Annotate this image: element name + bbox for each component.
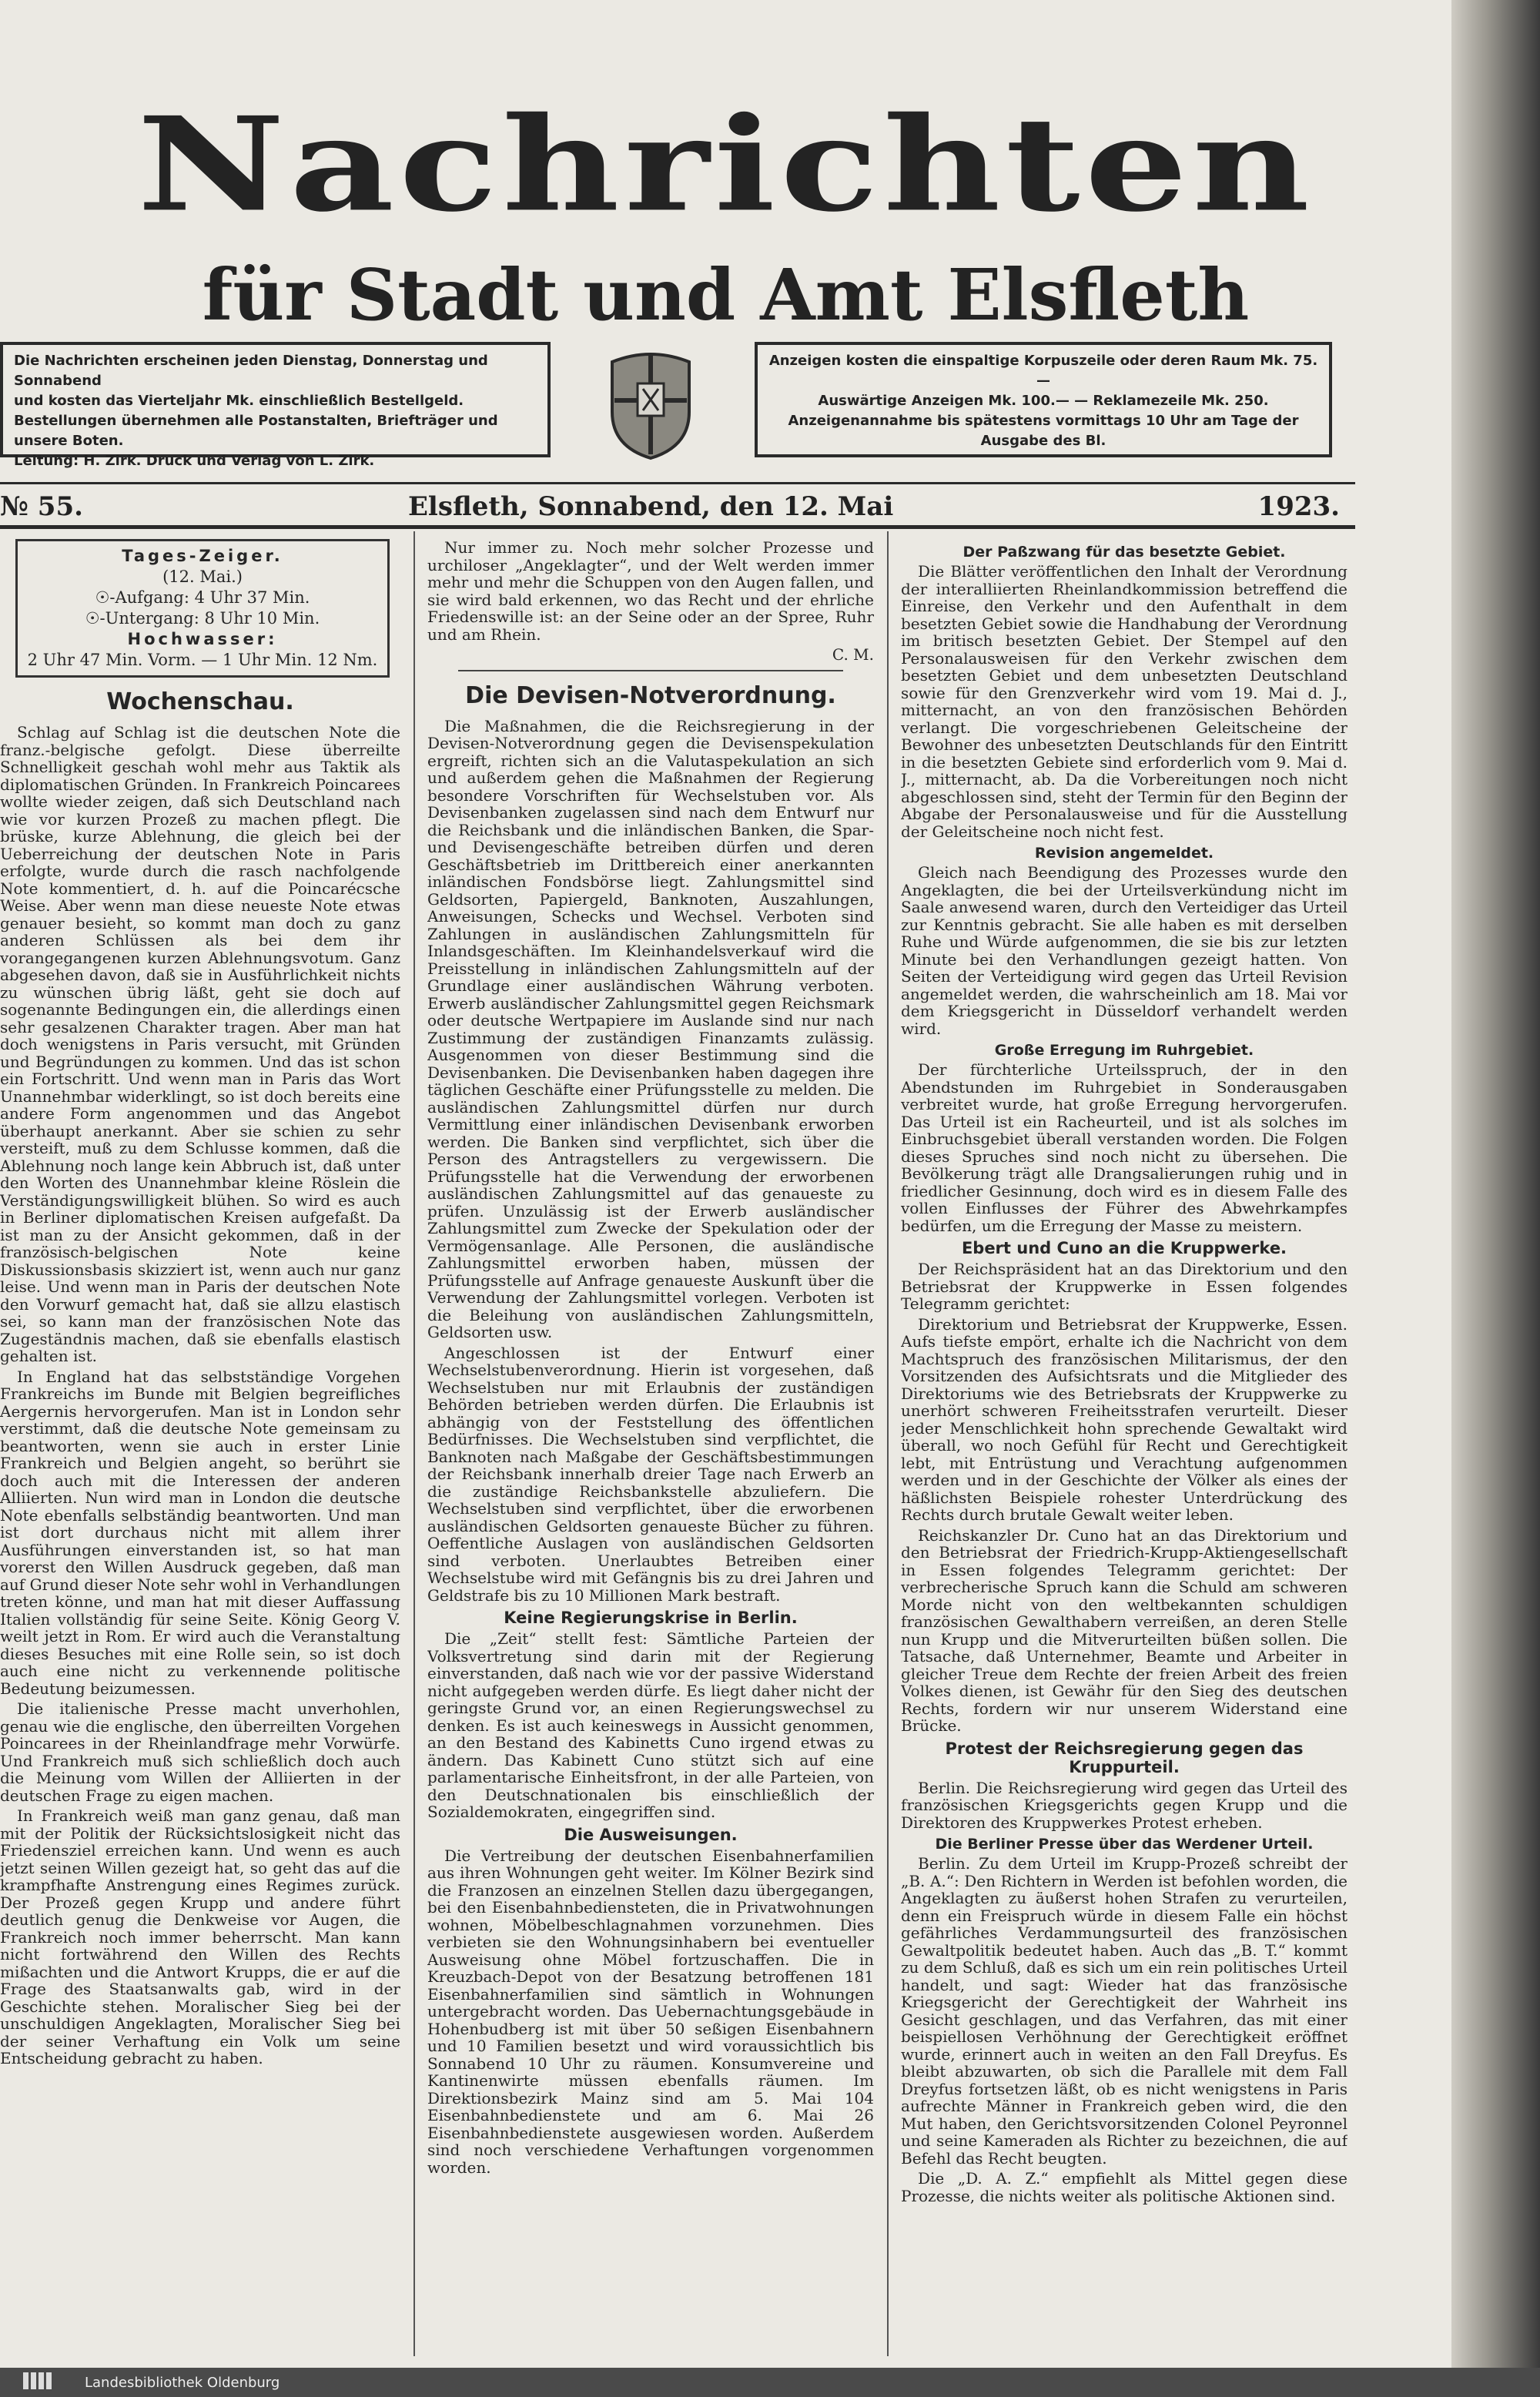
article-heading-regierungskrise: Keine Regierungskrise in Berlin. xyxy=(504,1609,798,1627)
column-divider xyxy=(413,531,415,2356)
article-heading-wochenschau: Wochenschau. xyxy=(106,688,294,715)
article-paragraph: Die Blätter veröffentlichen den Inhalt der Verordnung der interalliierten Rheinlandkommission betreffend die Einreise, den Verkehr und den Aufenthalt in dem besetzten Gebiet sowie die Handhabung der Verordnung im britisch besetzten Gebiet. Der Stempel auf den Personalausweisen für den Verkehr zwischen dem besetzten Gebiet und dem unbesetzten Deutschland sowie für den Grenzverkehr wird vom 19. Mai d. J., mitternacht, an von den französischen Behörden verlangt. Die vorgeschriebenen Geleitscheine der Bewohner des unbesetzten Deutschlands für den Eintritt in die besetzten Gebiete sind erforderlich vom 9. Mai d. J., mitternacht, ab. Da die Vorbereitungen noch nicht abgeschlossen sind, steht der Termin für den Beginn der Abgabe der Personalausweise und für die Ausstellung der Geleitscheine noch nicht fest. xyxy=(901,562,1348,841)
article-paragraph: In Frankreich weiß man ganz genau, daß man mit der Politik der Rücksichtslosigkeit nicht das Friedensziel erreichen kann. Und wenn es auch jetzt seinen Willen gezeigt hat, so geht das auf die krampfhafte Anstrengung eines Regimes zurück. Der Prozeß gegen Krupp und andere führt deutlich genug die Denkweise vor Augen, die Frankreich noch immer beherrscht. Man kann nicht fortwährend den Willen des Rechts mißachten und die Antwort Krupps, die er auf die Frage des Staatsanwalts gab, wird in der Geschichte stehen. Moralischer Sieg bei der unschuldigen Angeklagten, Moralischer Sieg bei der seiner Verhaftung ein Volk um seine Entscheidung gebracht zu haben. xyxy=(0,1806,400,2067)
issue-number: № 55. xyxy=(0,491,83,522)
column-2 xyxy=(427,539,874,2356)
coat-of-arms-icon xyxy=(601,339,701,462)
advertising-line-2: Auswärtige Anzeigen Mk. 100.— — Reklamezeile Mk. 250. xyxy=(818,393,1269,409)
article-paragraph: Schlag auf Schlag ist die deutschen Note die franz.-belgische gefolgt. Diese überreilte Schnelligkeit geschah wohl mehr aus Taktik als diplomatischen Gründen. In Frankreich Poincarees wollte wieder zeigen, daß sich Deutschland nach wie vor kurzen Prozeß zu machen pflegt. Die brüske, kurze Ablehnung, die gleich bei der Ueberreichung der deutschen Note in Paris erfolgte, wurde durch die rasch nachfolgende Note kommentiert, d. h. auf die Poincarécsche Weise. Aber wenn man diese neueste Note etwas genauer besieht, so kommt man doch zu ganz anderen Schlüssen als bei dem ihr vorangegangenen kurzen Ablehnungsvotum. Ganz abgesehen davon, daß sie in Ausführlichkeit nichts zu wünschen übrig läßt, geht sie doch auf sogenannte Bedingungen ein, die allerdings einen sehr gesalzenen Charakter tragen. Aber man hat doch wenigstens in Paris versucht, mit Gründen und Begründungen zu kommen. Und das ist schon ein Fortschritt. Und wenn man in Paris das Wort Unannehmbar widerklingt, so ist doch bereits eine andere Form angenommen und das Angebot überhaupt anerkannt. Aber sie schien zu sehr versteift, muß zu dem Schlusse kommen, daß die Ablehnung noch lange kein Abbruch ist, daß unter den Worten des Unannehmbar kleine Röslein die Verständigungswilligkeit blühen. So wird es auch in Berliner diplomatischen Kreisen aufgefaßt. Da ist man zu der Ansicht gekommen, daß in der französisch-belgischen Note keine Diskussionsbasis skizziert ist, wenn auch nur ganz leise. Und wenn man in Paris der deutschen Note den Vorwurf gemacht hat, daß sie allzu elastisch sei, so kann man der französischen Note das Zugeständnis machen, daß sie ebenfalls elastisch gehalten ist. xyxy=(0,723,400,1365)
tages-zeiger-title: Tages-Zeiger. xyxy=(122,547,283,565)
tages-zeiger-box xyxy=(15,539,390,678)
library-name: Landesbibliothek Oldenburg xyxy=(85,2375,280,2391)
masthead-title: Nachrichten xyxy=(137,88,1314,241)
subscription-line-3: Bestellungen übernehmen alle Postanstalten, Briefträger und unsere Boten. xyxy=(14,413,498,449)
column-1 xyxy=(0,539,400,2356)
masthead-subtitle: für Stadt und Amt Elsfleth xyxy=(202,253,1250,336)
high-water-times: 2 Uhr 47 Min. Vorm. — 1 Uhr Min. 12 Nm. xyxy=(27,651,378,669)
issue-place-date: Elsfleth, Sonnabend, den 12. Mai xyxy=(408,491,894,522)
sunset-time: ☉-Untergang: 8 Uhr 10 Min. xyxy=(85,609,320,628)
subscription-line-2: und kosten das Vierteljahr Mk. einschließlich Bestellgeld. xyxy=(14,393,464,409)
article-heading-devisen: Die Devisen-Notverordnung. xyxy=(465,681,836,709)
article-heading-revision: Revision angemeldet. xyxy=(1034,845,1214,862)
library-footer xyxy=(0,2368,1540,2397)
book-edge xyxy=(1451,0,1540,2397)
high-water-label: Hochwasser: xyxy=(127,630,278,648)
subscription-info-box xyxy=(0,342,551,469)
advertising-line-1: Anzeigen kosten die einspaltige Korpuszeile oder deren Raum Mk. 75.— xyxy=(768,353,1318,389)
advertising-line-4: Ausgabe des Bl. xyxy=(980,433,1106,449)
article-paragraph: Direktorium und Betriebsrat der Kruppwerke, Essen. Aufs tiefste empört, erhalte ich die Nachricht von dem Machtspruch des französischen Militarismus, der den Vorsitzenden des Aufsichtsrats und die Mitglieder des Direktoriums wie des Betriebsrats der Kruppwerke zu unerhört schweren Freiheitsstrafen verurteilt. Dieser jeder Menschlichkeit hohn sprechende Gewaltakt wird überall, wo noch Gefühl für Recht und Gerechtigkeit lebt, mit Entrüstung und Verachtung aufgenommen werden und in der Geschichte der Völker als eines der häßlichsten Beispiele rohester Unterdrückung des Rechts durch brutale Gewalt weiter leben. xyxy=(901,1314,1348,1524)
article-heading-ebert-cuno: Ebert und Cuno an die Kruppwerke. xyxy=(961,1239,1287,1257)
sunrise-time: ☉-Aufgang: 4 Uhr 37 Min. xyxy=(95,588,310,607)
article-paragraph: Reichskanzler Dr. Cuno hat an das Direktorium und den Betriebsrat der Friedrich-Krupp-Aktiengesellschaft in Essen folgendes Telegramm gerichtet: Der verbrecherische Spruch kann die Schuld am schweren Morde nicht von den weltbekannten schuldigen französischen Gewalthabern verreißen, an deren Stelle nun Krupp und die Mitverurteilten büßen sollen. Die Tatsache, daß Unternehmer, Beamte und Arbeiter in gleicher Treue dem Rechte der freien Arbeit des freien Volkes dienen, ist Gewähr für den Sieg des deutschen Rechts, fordern wir nur unserem Widerstand eine Brücke. xyxy=(901,1525,1348,1735)
tages-zeiger-date: (12. Mai.) xyxy=(162,567,243,586)
advertising-info-box xyxy=(755,342,1332,457)
advertising-line-3: Anzeigenannahme bis spätestens vormittags 10 Uhr am Tage der xyxy=(788,413,1299,429)
article-heading-ausweisungen: Die Ausweisungen. xyxy=(564,1825,738,1844)
article-paragraph: Der fürchterliche Urteilsspruch, der in den Abendstunden im Ruhrgebiet in Sonderausgaben verbreitet wurde, hat große Erregung hervorgerufen. Das Urteil ist ein Racheurteil, und ist als solches im Einbruchsgebiet überall verstanden worden. Die Folgen dieses Spruches sind noch nicht zu übersehen. Die Bevölkerung trägt alle Drangsalierungen ruhig und in friedlicher Gesinnung, doch wird es in diesem Falle des vollen Einflusses der Führer des Abwehrkampfes bedürfen, um die Erregung der Masse zu meistern. xyxy=(901,1060,1348,1235)
article-paragraph: Die „Zeit“ stellt fest: Sämtliche Parteien der Volksvertretung sind darin mit der Regierung einverstanden, daß nach wie vor der passive Widerstand nicht aufgegeben werden dürfe. Es liegt daher nicht der geringste Grund vor, an einen Regierungswechsel zu denken. Es ist auch keineswegs in Aussicht genommen, an den Bestand des Kabinetts Cuno irgend etwas zu ändern. Das Kabinett Cuno stützt sich auf eine parlamentarische Einheitsfront, in der alle Parteien, von den Deutschnationalen bis einschließlich der Sozialdemokraten, eingegriffen sind. xyxy=(427,1629,874,1821)
library-logo-icon xyxy=(23,2372,60,2392)
article-signature: C. M. xyxy=(832,645,874,664)
article-heading-protest: Protest der Reichsregierung gegen das Kruppurteil. xyxy=(945,1739,1304,1776)
article-heading-erregung: Große Erregung im Ruhrgebiet. xyxy=(994,1042,1254,1059)
dateline-rule xyxy=(0,525,1355,529)
article-paragraph: Die Maßnahmen, die die Reichsregierung in der Devisen-Notverordnung gegen die Devisenspekulation ergreift, richten sich an die Valutaspekulation an sich und außerdem gehen die Maßnahmen der Regierung besondere Vorschriften für Wechselstuben vor. Als Devisenbanken zugelassen sind nach dem Entwurf nur die Reichsbank und die inländischen Banken, die Spar- und Devisengeschäfte betreiben dürfen und deren Geschäftsbetrieb im Drittbereich einer anerkannten inländischen Fondsbörse liegt. Zahlungsmittel sind Geldsorten, Papiergeld, Banknoten, Auszahlungen, Anweisungen, Schecks und Wechsel. Verboten sind Zahlungen in ausländischen Zahlungsmitteln für Inlandsgeschäften. Im Kleinhandelsverkauf wird die Preisstellung in inländischen Zahlungsmitteln auf der Grundlage einer ausländischen Währung verboten. Erwerb ausländischer Zahlungsmittel gegen Reichsmark oder deutsche Wertpapiere im Auslande sind nur nach Zustimmung der zuständigen Finanzamts zulässig. Ausgenommen von dieser Bestimmung sind die Devisenbanken. Die Devisenbanken haben dagegen ihre täglichen Geschäfte einer Prüfungsstelle zu melden. Die ausländischen Zahlungsmittel dürfen nur durch Vermittlung einer inländischen Devisenbank erworben werden. Die Banken sind verpflichtet, sich über die Person des Antragstellers zu vergewissern. Die Prüfungsstelle hat die Verwendung der erworbenen ausländischen Zahlungsmittel auf das genaueste zu prüfen. Unzulässig ist der Erwerb ausländischer Zahlungsmittel zum Zwecke der Spekulation oder der Vermögensanlage. Alle Personen, die ausländische Zahlungsmittel erworben haben, müssen der Prüfungsstelle auf Anfrage genaueste Auskunft über die Verwendung der Zahlungsmittel vorlegen. Verboten ist die Beleihung von ausländischen Zahlungsmitteln, Geldsorten usw. xyxy=(427,716,874,1341)
column-3 xyxy=(901,539,1348,2356)
top-rule xyxy=(0,482,1355,484)
article-paragraph: Die Vertreibung der deutschen Eisenbahnerfamilien aus ihren Wohnungen geht weiter. Im Kölner Bezirk sind die Franzosen an einzelnen Stellen dazu übergegangen, bei den Eisenbahnbediensteten, die in Privatwohnungen wohnen, Möbelbeschlagnahmen vorzunehmen. Dies verbieten sie den Wohnungsinhabern bei eventueller Ausweisung ohne Möbel fortzuschaffen. Die in Kreuzbach-Depot von der Besatzung betroffenen 181 Eisenbahnerfamilien sind sämtlich in Wohnungen untergebracht worden. Das Uebernachtungsgebäude in Hohenbudberg ist mit über 50 seßigen Eisenbahnern und 10 Familien besetzt und wird voraussichtlich bis Sonnabend 10 Uhr zu räumen. Konsumvereine und Kantinenwirte müssen ebenfalls räumen. Im Direktionsbezirk Mainz sind am 5. Mai 104 Eisenbahnbedienstete und am 6. Mai 26 Eisenbahnbedienstete ausgewiesen worden. Außerdem sind noch verschiedene Verhaftungen vorgenommen worden. xyxy=(427,1846,874,2177)
article-paragraph: Die „D. A. Z.“ empfiehlt als Mittel gegen diese Prozesse, die nichts weiter als politische Aktionen sind. xyxy=(901,2169,1348,2205)
issue-year: 1923. xyxy=(1257,491,1340,522)
article-paragraph: Die italienische Presse macht unverhohlen, genau wie die englische, den überreilten Vorgehen Poincarees in der Rheinlandfrage mehr Vorwürfe. Und Frankreich muß sich schließlich doch auch die Meinung vom Willen der Alliierten in der deutschen Frage zu eigen machen. xyxy=(0,1699,400,1805)
subscription-line-4: Leitung: H. Zirk. Druck und Verlag von L. Zirk. xyxy=(14,453,375,469)
subscription-line-1: Die Nachrichten erscheinen jeden Dienstag, Donnerstag und Sonnabend xyxy=(14,353,488,389)
article-heading-passzwang: Der Paßzwang für das besetzte Gebiet. xyxy=(962,544,1286,561)
article-paragraph: Der Reichspräsident hat an das Direktorium und den Betriebsrat der Kruppwerke in Essen folgendes Telegramm gerichtet: xyxy=(901,1260,1348,1313)
article-paragraph: In England hat das selbstständige Vorgehen Frankreichs im Bunde mit Belgien begreifliches Aergernis hervorgerufen. Man ist in London sehr verstimmt, daß die deutsche Note gemeinsam zu beantworten, wenn sie auch in erster Linie Frankreich und Belgien angeht, so berührt sie doch auch mit die Interessen der anderen Alliierten. Nun wird man in London die deutsche Note ebenfalls selbständig beantworten. Und man ist dort durchaus nicht mit allem ihrer Ausführungen einverstanden ist, so hat man vorerst den Willen Ausdruck gegeben, daß man auf Grund dieser Note sehr wohl in Verhandlungen treten könne, und man hat mit dieser Auffassung Italien vollständig für seine Seite. König Georg V. weilt jetzt in Rom. Er wird auch die Veranstaltung dieses Besuches mit eine Rolle sein, so ist doch auch eine nicht zu verkennende politische Bedeutung beizumessen. xyxy=(0,1367,400,1698)
article-paragraph: Angeschlossen ist der Entwurf einer Wechselstubenverordnung. Hierin ist vorgesehen, daß Wechselstuben nur mit Erlaubnis der zuständigen Behörden betrieben werden dürfen. Die Erlaubnis ist abhängig von der Feststellung des öffentlichen Bedürfnisses. Die Wechselstuben sind verpflichtet, die Banknoten nach Maßgabe der Geschäftsbestimmungen der Reichsbank innerhalb dreier Tage nach Erwerb an die zuständige Reichsbankstelle abzuliefern. Die Wechselstuben sind verpflichtet, über die erworbenen ausländischen Geldsorten genaueste Bücher zu führen. Oeffentliche Auslagen von ausländischen Geldsorten sind verboten. Unerlaubtes Betreiben einer Wechselstube wird mit Gefängnis bis zu drei Jahren und Geldstrafe bis zu 10 Millionen Mark bestraft. xyxy=(427,1343,874,1605)
article-paragraph: Berlin. Die Reichsregierung wird gegen das Urteil des französischen Kriegsgerichts gegen Krupp und die Direktoren des Kruppwerkes Protest erheben. xyxy=(901,1778,1348,1832)
article-paragraph: Nur immer zu. Noch mehr solcher Prozesse und urchiloser „Angeklagter“, und der Welt werden immer mehr und mehr die Schuppen von den Augen fallen, und sie wird bald erkennen, wo das Recht und der ehrliche Friedenswille ist: an der Seine oder an der Spree, Ruhr und am Rhein. xyxy=(427,539,874,644)
article-paragraph: Berlin. Zu dem Urteil im Krupp-Prozeß schreibt der „B. A.“: Den Richtern in Werden ist befohlen worden, die Angeklagten zu äußerst hohen Strafen zu verurteilen, denn ein Freispruch würde in diesem Falle ein höchst gefährliches Verdammungsurteil des französischen Gewaltpolitik bedeutet haben. Auch das „B. T.“ kommt zu dem Schluß, daß es sich um ein rein politisches Urteil handelt, und sagt: Wieder hat das französische Kriegsgericht der Gerechtigkeit der Wahrheit ins Gesicht geschlagen, und das Verfahren, das mit einer beispiellosen Verhöhnung der Gerechtigkeit eröffnet wurde, erinnert auch in weiten an den Fall Dreyfus. Es bleibt abzuwarten, ob sich die Parallele mit dem Fall Dreyfus fortsetzen läßt, ob es nicht wenigstens in Paris aufrechte Männer in Frankreich geben wird, die den Mut haben, den Gerichtsvorsitzenden Colonel Peyronnel und seine Kameraden als Richter zu bezeichnen, die auf Befehl das Recht beugten. xyxy=(901,1854,1348,2168)
article-heading-berliner-presse: Die Berliner Presse über das Werdener Urteil. xyxy=(935,1836,1314,1853)
article-paragraph: Gleich nach Beendigung des Prozesses wurde den Angeklagten, die bei der Urteilsverkündung nicht im Saale anwesend waren, durch den Verteidiger das Urteil zur Kenntnis gebracht. Sie alle haben es mit derselben Ruhe und Würde aufgenommen, die sie bis zur letzten Minute bei den Verhandlungen gezeigt hatten. Von Seiten der Verteidigung wird gegen das Urteil Revision angemeldet werden, die wahrscheinlich am 18. Mai vor dem Kriegsgericht in Düsseldorf verhandelt werden wird. xyxy=(901,863,1348,1038)
separator-line xyxy=(458,670,843,671)
column-divider xyxy=(887,531,889,2356)
